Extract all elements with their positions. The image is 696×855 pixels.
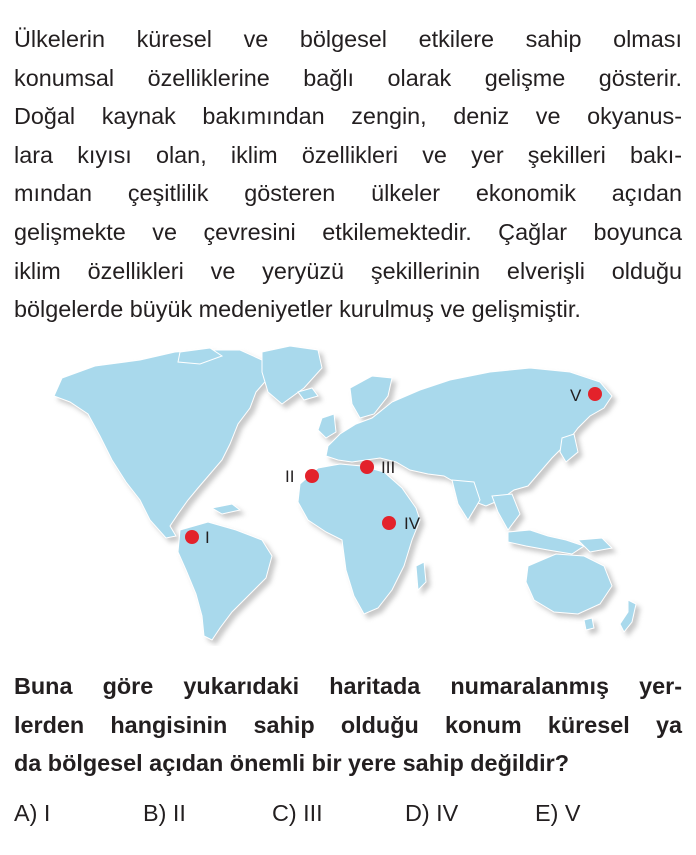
india-shape [452, 480, 480, 520]
indochina-shape [492, 494, 520, 530]
option-d[interactable]: D) IV [405, 800, 459, 826]
continents [54, 346, 636, 640]
option-c[interactable]: C) III [272, 800, 323, 826]
option-a[interactable]: A) I [14, 800, 51, 826]
new-zealand-shape [620, 600, 636, 632]
question-line: da bölgesel açıdan önemli bir yere sahip değildir? [14, 750, 570, 777]
africa-shape [298, 464, 420, 614]
passage-line: gelişmekte ve çevresini etkilemektedir. Çağlar boyunca [14, 218, 682, 245]
australia-shape [526, 554, 612, 614]
marker-ii-label: II [285, 467, 295, 486]
passage-line: mından çeşitlilik gösteren ülkeler ekonomik açıdan [14, 180, 682, 207]
question-text [14, 667, 682, 783]
tasmania-shape [584, 618, 594, 630]
passage-line: Doğal kaynak bakımından zengin, deniz ve okyanus- [14, 103, 682, 130]
world-map [18, 346, 678, 646]
marker-iii-dot [360, 460, 374, 474]
passage-line: iklim özellikleri ve yeryüzü şekillerinin elverişli olduğu [14, 257, 682, 284]
japan-shape [560, 434, 578, 462]
option-e[interactable]: E) V [535, 800, 581, 826]
marker-i-label: I [205, 528, 210, 547]
indonesia-shape [508, 530, 584, 554]
caribbean-shape [212, 504, 240, 514]
option-b[interactable]: B) II [143, 800, 186, 826]
answer-options [0, 800, 696, 840]
marker-ii-dot [305, 469, 319, 483]
passage-line: bölgelerde büyük medeniyetler kurulmuş ve gelişmiştir. [14, 296, 581, 323]
question-line: lerden hangisinin sahip olduğu konum küresel ya [14, 711, 682, 738]
marker-v-label: V [570, 386, 582, 405]
passage-line: Ülkelerin küresel ve bölgesel etkilere sahip olması [14, 26, 682, 52]
marker-i-dot [185, 530, 199, 544]
marker-iv-label: IV [404, 514, 421, 533]
new-guinea-shape [578, 538, 612, 552]
marker-iv-dot [382, 516, 396, 530]
marker-v-dot [588, 387, 602, 401]
passage-line: lara kıyısı olan, iklim özellikleri ve yer şekilleri bakı- [14, 141, 682, 168]
passage-text [14, 20, 682, 329]
marker-iii-label: III [381, 458, 396, 477]
british-isles-shape [318, 414, 336, 438]
madagascar-shape [416, 562, 426, 590]
question-line: Buna göre yukarıdaki haritada numaralanmış yer- [14, 673, 682, 699]
passage-line: konumsal özelliklerine bağlı olarak gelişme gösterir. [14, 64, 682, 91]
